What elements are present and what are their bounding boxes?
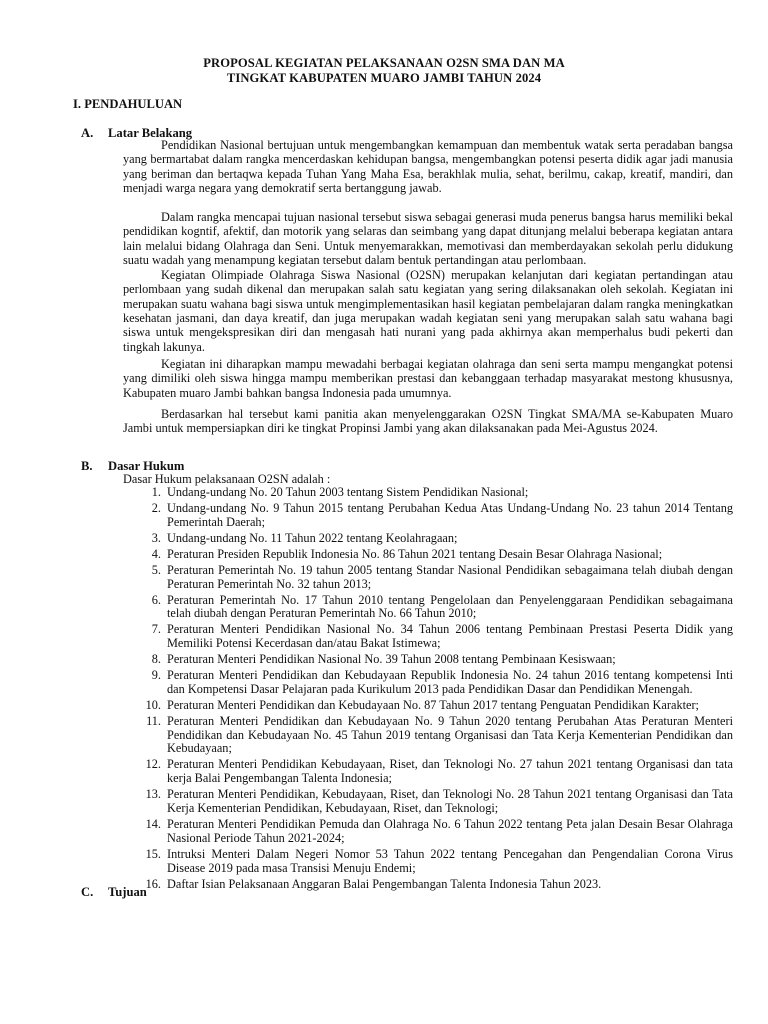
list-item: 15. Intruksi Menteri Dalam Negeri Nomor 53 Tahun 2022 tentang Pencegahan dan Pengendalian Corona Virus Disease 2019 pada masa Transisi Menuju Endemi; [145,846,733,875]
subsection-heading-tujuan [81,885,147,900]
list-item: 7. Peraturan Menteri Pendidikan Nasional No. 34 Tahun 2006 tentang Pembinaan Prestasi Peserta Didik yang Memiliki Potensi Kecerdasan dan/atau Bakat Istimewa; [151,622,733,651]
list-item: 5. Peraturan Pemerintah No. 19 tahun 2005 tentang Standar Nasional Pendidikan sebagaimana telah diubah dengan Peraturan Pemerintah No. 32 tahun 2013; [151,562,733,591]
list-item: 8. Peraturan Menteri Pendidikan Nasional No. 39 Tahun 2008 tentang Pembinaan Kesiswaan; [151,652,616,667]
paragraph: Kegiatan ini diharapkan mampu mewadahi berbagai kegiatan olahraga dan seni serta mampu mengangkat potensi yang dimiliki oleh siswa hingga mampu memberikan prestasi dan kebanggaan terhadap masyarakat mestong khususnya, Kabupaten muaro Jambi bahkan bangsa Indonesia pada umumnya. [123,357,733,400]
list-item: 6. Peraturan Pemerintah No. 17 Tahun 2010 tentang Pengelolaan dan Penyelenggaraan Pendidikan sebagaimana telah diubah dengan Peraturan Pemerintah No. 66 Tahun 2010; [151,592,733,621]
subsection-letter: B. [81,459,93,473]
list-item: 16. Daftar Isian Pelaksanaan Anggaran Balai Pengembangan Talenta Indonesia Tahun 2023. [145,876,602,891]
list-item: 11. Peraturan Menteri Pendidikan dan Kebudayaan No. 9 Tahun 2020 tentang Perubahan Atas Peraturan Menteri Pendidikan dan Kebudayaan No. 45 Tahun 2019 tentang Organisasi dan Tata Kerja Kementerian Pendidikan dan Kebudayaan; [146,713,733,756]
subsection-letter: C. [81,885,94,899]
paragraph: Kegiatan Olimpiade Olahraga Siswa Nasional (O2SN) merupakan kelanjutan dari kegiatan pertandingan atau perlombaan yang sudah dikenal dan merupakan salah satu kegiatan yang sering dilaksanakan oleh sekolah. Kegiatan ini merupakan suatu wahana bagi siswa untuk mengimplementasikan hasil kegiatan pembelajaran dalam rangka meningkatkan kesehatan jasmani, dan daya kreatif, dan juga merupakan wadah kegiatan seni yang merupakan salah satu wahana bagi siswa untuk mengekspresikan diri dan mengasah hati nurani yang pada akhirnya akan memperhalus budi pekerti dan tingkah lakunya. [123,268,733,354]
list-item: 3. Undang-undang No. 11 Tahun 2022 tentang Keolahragaan; [151,530,458,545]
paragraph: Dalam rangka mencapai tujuan nasional tersebut siswa sebagai generasi muda penerus bangsa harus memiliki bekal pendidikan kogntif, afektif, dan motorik yang selaras dan seimbang yang dapat ditunjang melalui beberapa kegiatan antara lain melalui bidang Olahraga dan Seni. Untuk menyemarakkan, memotivasi dan memberdayakan sekolah perlu didukung suatu wadah yang menampung kegiatan tersebut dalam bentuk pertandingan atau perlombaan. [123,210,733,268]
subsection-title: Latar Belakang [108,126,193,140]
subsection-title: Dasar Hukum [108,459,185,473]
paragraph: Berdasarkan hal tersebut kami panitia akan menyelenggarakan O2SN Tingkat SMA/MA se-Kabupaten Muaro Jambi untuk mempersiapkan diri ke tingkat Propinsi Jambi yang akan dilaksanakan pada Mei-Agustus 2024. [123,407,733,436]
list-item: 13. Peraturan Menteri Pendidikan, Kebudayaan, Riset, dan Teknologi No. 28 Tahun 2021 tentang Organisasi dan Tata Kerja Kementerian Pendidikan, Kebudayaan, Riset, dan Teknologi; [145,787,733,815]
list-item: 12. Peraturan Menteri Pendidikan Kebudayaan, Riset, dan Teknologi No. 27 tahun 2021 tentang Organisasi dan tata kerja Balai Pengembangan Talenta Indonesia; [145,757,733,786]
section-heading-pendahuluan: I. PENDAHULUAN [73,97,183,111]
list-item: 1. Undang-undang No. 20 Tahun 2003 tentang Sistem Pendidikan Nasional; [151,485,529,499]
paragraph: Pendidikan Nasional bertujuan untuk mengembangkan kemampuan dan membentuk watak serta peradaban bangsa yang bermartabat dalam rangka mencerdaskan kehidupan bangsa, mengembangkan potensi peserta didik agar jadi manusia yang beriman dan bertaqwa kepada Tuhan Yang Maha Esa, berakhlak mulia, sehat, berilmu, cakap, kreatif, mandiri, dan menjadi warga negara yang demokratif serta bertanggung jawab. [123,138,733,196]
subsection-title: Tujuan [108,885,147,899]
list-item: 9. Peraturan Menteri Pendidikan dan Kebudayaan Republik Indonesia No. 24 tahun 2016 tentang kompetensi Inti dan Kompetensi Dasar Pelajaran pada Kurikulum 2013 pada Pendidikan Dasar dan Pendidikan Menengah. [151,668,733,696]
subsection-letter: A. [81,126,94,140]
list-item: 10. Peraturan Menteri Pendidikan dan Kebudayaan No. 87 Tahun 2017 tentang Penguatan Pendidikan Karakter; [145,697,699,712]
document-title-line-1: PROPOSAL KEGIATAN PELAKSANAAN O2SN SMA DAN MA [203,56,565,70]
legal-basis-intro: Dasar Hukum pelaksanaan O2SN adalah : [123,472,331,486]
list-item: 2. Undang-undang No. 9 Tahun 2015 tentang Perubahan Kedua Atas Undang-Undang No. 23 tahun 2014 Tentang Pemerintah Daerah; [151,500,733,529]
legal-basis-list [123,486,733,894]
list-item: 14. Peraturan Menteri Pendidikan Pemuda dan Olahraga No. 6 Tahun 2022 tentang Peta jalan Desain Besar Olahraga Nasional Periode Tahun 2021-2024; [145,816,733,845]
document-title-line-2: TINGKAT KABUPATEN MUARO JAMBI TAHUN 2024 [226,71,542,85]
list-item: 4. Peraturan Presiden Republik Indonesia No. 86 Tahun 2021 tentang Desain Besar Olahraga Nasional; [151,546,663,561]
